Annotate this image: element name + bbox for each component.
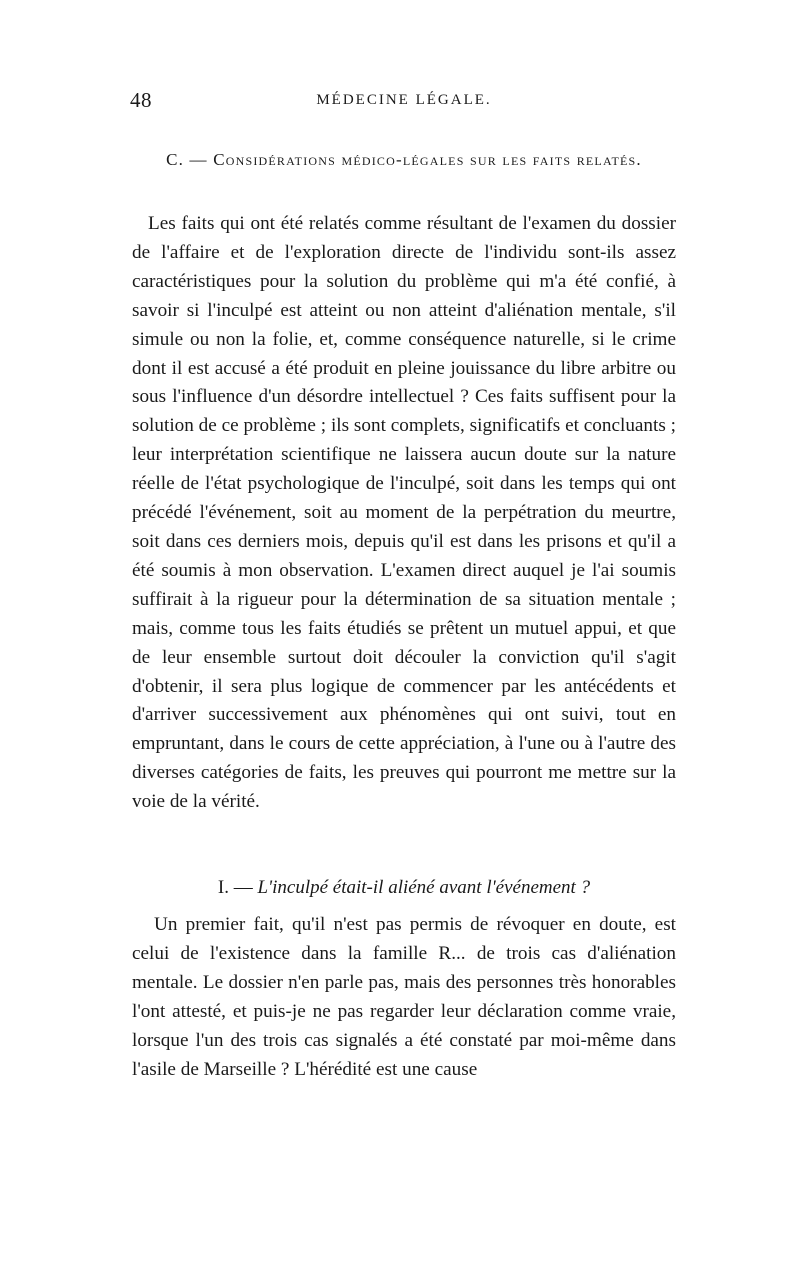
subsection-heading <box>130 874 678 902</box>
subsection-title: L'inculpé était-il aliéné avant l'événement ? <box>257 877 591 898</box>
paragraph-1: Les faits qui ont été relatés comme résultant de l'examen du dossier de l'affaire et de l'exploration directe de l'individu sont-ils assez caractéristiques pour la solution du problème qui m'a été confié, à savoir si l'inculpé est atteint ou non atteint d'aliénation mentale, s'il simule ou non la folie, et, comme conséquence naturelle, si le crime dont il est accusé a été produit en pleine jouissance du libre arbitre ou sous l'influence d'un désordre intellectuel ? Ces faits suffisent pour la solution de ce problème ; ils sont complets, significatifs et concluants ; leur interprétation scientifique ne laissera aucun doute sur la nature réelle de l'état psychologique de l'inculpé, soit dans les temps qui ont précédé l'événement, soit au moment de la perpétration du meurtre, soit dans ces derniers mois, depuis qu'il est dans les prisons et qu'il a été soumis à mon observation. L'examen direct auquel je l'ai soumis suffirait à la rigueur pour la détermination de sa situation mentale ; mais, comme tous les faits étudiés se prêtent un mutuel appui, et que de leur ensemble surtout doit découler la conviction qu'il s'agit d'obtenir, il sera plus logique de commencer par les antécédents et d'arriver successivement aux phénomènes qui ont suivi, tout en empruntant, dans le cours de cette appréciation, à l'une ou à l'autre des diverses catégories de faits, les preuves qui pourront me mettre sur la voie de la vérité. <box>132 213 676 813</box>
running-title: MÉDECINE LÉGALE. <box>316 92 492 108</box>
paragraph-2: Un premier fait, qu'il n'est pas permis de révoquer en doute, est celui de l'existence dans la famille R... de trois cas d'aliénation mentale. Le dossier n'en parle pas, mais des personnes très honorables l'ont attesté, et puis-je ne pas regarder leur déclaration comme vraie, lorsque l'un des trois cas signalés a été constaté par moi-même dans l'asile de Marseille ? L'hérédité est une cause <box>132 914 676 1080</box>
section-heading <box>130 146 678 173</box>
section-prefix: C. — <box>166 150 214 169</box>
page-number: 48 <box>130 88 152 112</box>
section-title: Considérations médico-légales sur les faits relatés. <box>213 150 642 169</box>
page-header <box>130 88 678 118</box>
subsection-prefix: I. — <box>217 877 258 898</box>
